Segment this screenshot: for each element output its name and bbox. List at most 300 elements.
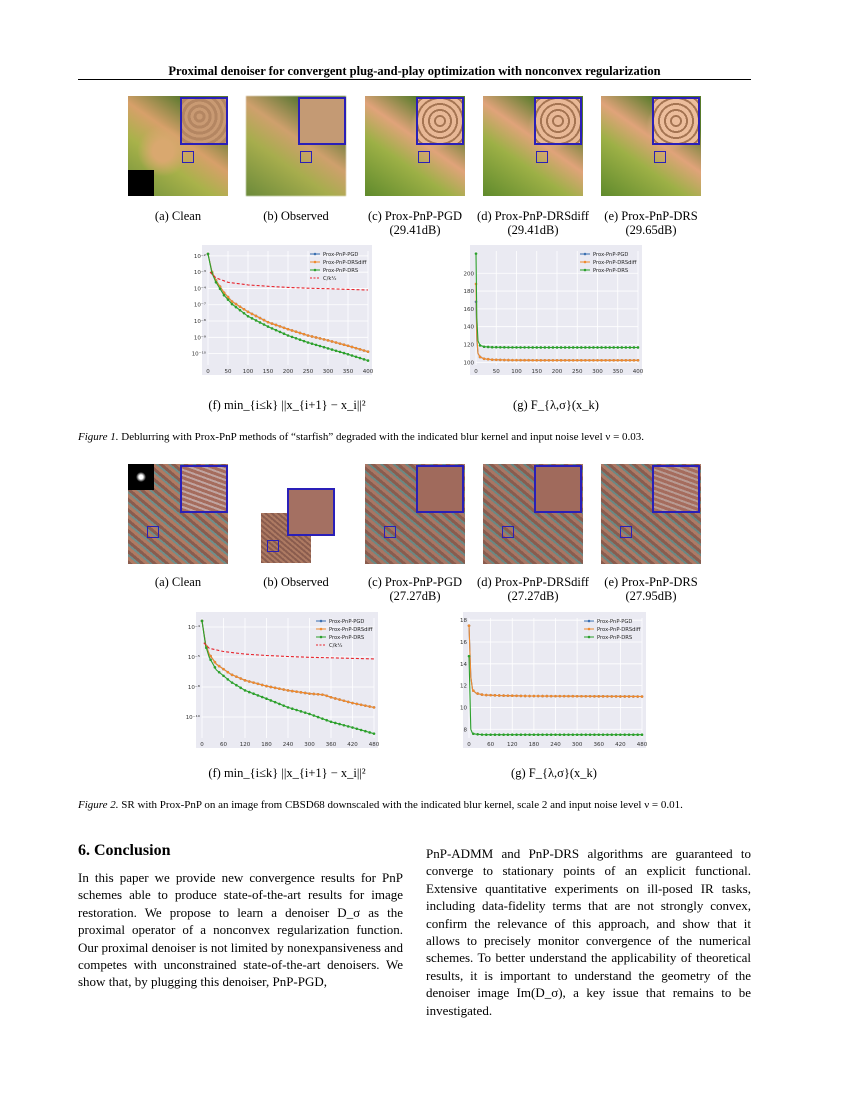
running-title: Proximal denoiser for convergent plug-and-play optimization with nonconvex regularization xyxy=(168,64,661,78)
series-marker xyxy=(531,346,534,349)
fig1-clean-roi xyxy=(182,151,194,163)
header-rule xyxy=(78,79,751,80)
fig2-plot-g xyxy=(460,612,648,748)
y-tick-label: 10 xyxy=(460,705,467,712)
series-marker xyxy=(255,319,258,322)
series-marker xyxy=(331,348,334,351)
fig1-subcaption-b: (b) Observed xyxy=(263,209,329,223)
x-tick-label: 100 xyxy=(511,369,522,375)
series-marker xyxy=(641,733,644,736)
series-marker xyxy=(544,346,547,349)
series-marker xyxy=(629,359,632,362)
series-marker xyxy=(511,359,514,362)
series-marker xyxy=(608,359,611,362)
series-marker xyxy=(485,733,488,736)
series-marker xyxy=(604,346,607,349)
series-marker xyxy=(287,334,290,337)
fig1-clean-zoom xyxy=(180,97,228,145)
legend-label: Prox-PnP-DRS xyxy=(323,268,359,274)
series-marker xyxy=(291,690,294,693)
x-tick-label: 0 xyxy=(467,742,471,748)
series-line-3 xyxy=(204,643,374,659)
series-marker xyxy=(239,677,242,680)
series-marker xyxy=(472,732,475,735)
series-marker xyxy=(628,733,631,736)
series-marker xyxy=(317,693,320,696)
series-marker xyxy=(367,359,370,362)
fig2-clean-zoom xyxy=(180,465,228,513)
series-marker xyxy=(287,689,290,692)
fig2-plot-f-caption: (f) min_{i≤k} ||x_{i+1} − x_i||² xyxy=(208,766,366,780)
series-marker xyxy=(554,733,557,736)
series-marker xyxy=(472,689,475,692)
series-marker xyxy=(235,306,238,309)
series-marker xyxy=(263,323,266,326)
series-marker xyxy=(476,733,479,736)
series-marker xyxy=(313,693,316,696)
y-tick-label: 10⁻⁵ xyxy=(187,655,200,661)
series-marker xyxy=(633,359,636,362)
legend-label: C/k¹⁄₂ xyxy=(329,643,343,649)
series-marker xyxy=(468,655,471,658)
series-marker xyxy=(367,350,370,353)
series-marker xyxy=(347,701,350,704)
series-marker xyxy=(527,346,530,349)
series-marker xyxy=(255,315,258,318)
legend-label: Prox-PnP-DRSdiff xyxy=(597,627,641,633)
series-marker xyxy=(291,707,294,710)
legend-marker xyxy=(584,269,587,272)
fig1-plot-g xyxy=(463,245,644,375)
fig1-subcaption-a: (a) Clean xyxy=(154,209,202,223)
x-tick-label: 300 xyxy=(571,742,583,748)
series-marker xyxy=(584,695,587,698)
y-tick-label: 14 xyxy=(460,661,467,668)
x-tick-label: 180 xyxy=(261,742,272,748)
x-tick-label: 50 xyxy=(492,369,500,375)
series-marker xyxy=(483,345,486,348)
series-marker xyxy=(351,702,354,705)
series-marker xyxy=(520,733,523,736)
series-marker xyxy=(636,695,639,698)
y-tick-label: 10⁻³ xyxy=(193,270,206,277)
series-marker xyxy=(270,699,273,702)
x-tick-label: 400 xyxy=(362,369,374,375)
series-marker xyxy=(339,342,342,345)
series-marker xyxy=(275,324,278,327)
fig2-drsdiff-zoom xyxy=(534,465,582,513)
y-tick-label: 120 xyxy=(463,342,474,349)
series-marker xyxy=(244,679,247,682)
y-tick-label: 18 xyxy=(460,618,467,625)
fig2-caption: Figure 2. SR with Prox-PnP on an image from CBSD68 downscaled with the indicated blur kernel, scale 2 and input noise level ν = 0.01. xyxy=(78,799,683,811)
series-marker xyxy=(231,674,234,677)
series-marker xyxy=(335,349,338,352)
series-marker xyxy=(560,359,563,362)
series-marker xyxy=(239,309,242,312)
x-tick-label: 240 xyxy=(282,742,294,748)
series-marker xyxy=(523,346,526,349)
series-marker xyxy=(520,695,523,698)
fig2-observed-roi xyxy=(267,540,279,552)
series-marker xyxy=(616,359,619,362)
series-marker xyxy=(201,620,204,623)
series-marker xyxy=(636,733,639,736)
series-marker xyxy=(596,346,599,349)
series-marker xyxy=(559,695,562,698)
fig2-plot-g-caption: (g) F_{λ,σ}(x_k) xyxy=(511,766,597,780)
series-marker xyxy=(368,705,371,708)
series-marker xyxy=(351,346,354,349)
legend-label: C/k¹⁄₂ xyxy=(323,276,337,282)
series-marker xyxy=(239,305,242,308)
legend-label: Prox-PnP-DRS xyxy=(597,635,633,641)
series-marker xyxy=(487,358,490,361)
series-marker xyxy=(580,695,583,698)
x-tick-label: 180 xyxy=(528,742,540,748)
series-marker xyxy=(606,695,609,698)
series-marker xyxy=(343,699,346,702)
legend-marker xyxy=(320,620,323,623)
series-marker xyxy=(619,695,622,698)
series-marker xyxy=(355,347,358,350)
legend-marker xyxy=(584,261,587,264)
legend-marker xyxy=(320,628,323,631)
series-marker xyxy=(308,713,311,716)
series-marker xyxy=(559,733,562,736)
series-marker xyxy=(330,720,333,723)
series-marker xyxy=(373,706,376,709)
x-tick-label: 300 xyxy=(592,369,603,375)
series-marker xyxy=(261,684,264,687)
series-marker xyxy=(359,348,362,351)
fig2-drs-roi xyxy=(620,526,632,538)
series-marker xyxy=(568,346,571,349)
series-marker xyxy=(515,733,518,736)
series-marker xyxy=(360,729,363,732)
series-marker xyxy=(308,692,311,695)
series-marker xyxy=(548,346,551,349)
series-marker xyxy=(535,359,538,362)
series-marker xyxy=(303,340,306,343)
series-marker xyxy=(307,341,310,344)
series-marker xyxy=(556,359,559,362)
series-marker xyxy=(608,346,611,349)
fig2-drs-zoom xyxy=(652,465,700,513)
y-tick-label: 100 xyxy=(463,360,474,367)
series-marker xyxy=(227,298,230,301)
series-marker xyxy=(283,326,286,329)
series-marker xyxy=(600,346,603,349)
series-marker xyxy=(576,346,579,349)
series-marker xyxy=(610,695,613,698)
series-marker xyxy=(560,346,563,349)
series-marker xyxy=(564,346,567,349)
fig2-pgd-roi xyxy=(384,526,396,538)
series-marker xyxy=(615,733,618,736)
series-marker xyxy=(359,357,362,360)
y-tick-label: 10⁻⁴ xyxy=(187,625,200,631)
series-marker xyxy=(554,695,557,698)
series-marker xyxy=(584,359,587,362)
series-marker xyxy=(334,722,337,725)
series-marker xyxy=(494,694,497,697)
series-marker xyxy=(247,315,250,318)
series-marker xyxy=(331,340,334,343)
series-marker xyxy=(279,325,282,328)
fig2-subcaption-b: (b) Observed xyxy=(263,575,329,589)
conclusion-col2: PnP-ADMM and PnP-DRS algorithms are guaranteed to converge to stationary points of an explicit functional. Extensive quantitative experiments on ill-posed IR tasks, including data-fidelity terms that are not strongly convex, confirm the relevance of this approach, and show that it allows to precisely monitor convergence of the numerical schemes. To better understand the applicability of theoretical results, it is important to understand the geometry of the denoiser image Im(D_σ), a key issue that remains to be investigated. xyxy=(426,846,751,1018)
series-marker xyxy=(567,733,570,736)
x-tick-label: 350 xyxy=(612,369,623,375)
x-tick-label: 150 xyxy=(531,369,542,375)
fig1-drsdiff-zoom xyxy=(534,97,582,145)
series-marker xyxy=(552,346,555,349)
x-tick-label: 240 xyxy=(550,742,561,748)
series-marker xyxy=(593,733,596,736)
series-marker xyxy=(481,733,484,736)
series-marker xyxy=(483,357,486,360)
series-marker xyxy=(491,358,494,361)
series-marker xyxy=(279,331,282,334)
series-marker xyxy=(248,691,251,694)
series-marker xyxy=(616,346,619,349)
y-tick-label: 10⁻⁴ xyxy=(193,286,206,293)
series-marker xyxy=(209,655,212,658)
series-marker xyxy=(576,359,579,362)
legend-label: Prox-PnP-DRSdiff xyxy=(329,627,373,633)
series-marker xyxy=(368,731,371,734)
series-marker xyxy=(479,344,482,347)
series-marker xyxy=(373,732,376,735)
series-marker xyxy=(637,359,640,362)
fig1-caption: Figure 1. Deblurring with Prox-PnP methods of “starfish” degraded with the indicated blur kernel and input noise level ν = 0.03. xyxy=(78,431,645,443)
series-marker xyxy=(602,733,605,736)
series-marker xyxy=(563,733,566,736)
series-marker xyxy=(540,346,543,349)
series-marker xyxy=(323,338,326,341)
series-marker xyxy=(270,686,273,689)
series-marker xyxy=(315,336,318,339)
fig1-observed-roi xyxy=(300,151,312,163)
series-marker xyxy=(257,682,260,685)
series-marker xyxy=(567,695,570,698)
series-marker xyxy=(499,359,502,362)
y-tick-label: 8 xyxy=(463,727,467,734)
series-marker xyxy=(215,281,218,284)
legend-marker xyxy=(588,620,591,623)
y-tick-label: 10⁻¹⁰ xyxy=(191,351,206,358)
legend-label: Prox-PnP-DRS xyxy=(329,635,365,641)
series-marker xyxy=(503,359,506,362)
series-marker xyxy=(265,685,268,688)
series-marker xyxy=(487,346,490,349)
fig1-pgd-zoom xyxy=(416,97,464,145)
y-tick-label: 10⁻⁷ xyxy=(193,302,206,309)
fig1-subcaption-e: (e) Prox-PnP-DRS (29.65dB) xyxy=(604,209,698,237)
x-tick-label: 360 xyxy=(593,742,604,748)
series-marker xyxy=(507,694,510,697)
series-marker xyxy=(244,689,247,692)
series-marker xyxy=(621,359,624,362)
series-marker xyxy=(319,345,322,348)
x-tick-label: 60 xyxy=(487,742,495,748)
series-marker xyxy=(495,346,498,349)
legend-label: Prox-PnP-PGD xyxy=(597,619,633,625)
series-marker xyxy=(511,346,514,349)
series-marker xyxy=(219,287,222,290)
fig2-subcaption-c: (c) Prox-PnP-PGD (27.27dB) xyxy=(367,575,463,603)
series-marker xyxy=(572,359,575,362)
series-marker xyxy=(327,347,330,350)
series-marker xyxy=(295,337,298,340)
legend-marker xyxy=(588,628,591,631)
fig1-drsdiff-roi xyxy=(536,151,548,163)
series-marker xyxy=(623,733,626,736)
series-marker xyxy=(338,723,341,726)
series-marker xyxy=(485,694,488,697)
legend-label: Prox-PnP-DRSdiff xyxy=(323,260,367,266)
series-marker xyxy=(596,359,599,362)
series-marker xyxy=(589,695,592,698)
series-marker xyxy=(282,704,285,707)
series-marker xyxy=(637,346,640,349)
series-marker xyxy=(502,733,505,736)
series-marker xyxy=(295,330,298,333)
series-marker xyxy=(311,335,314,338)
series-marker xyxy=(325,694,328,697)
series-marker xyxy=(300,710,303,713)
series-marker xyxy=(252,692,255,695)
series-marker xyxy=(533,733,536,736)
series-marker xyxy=(502,694,505,697)
series-marker xyxy=(629,346,632,349)
series-marker xyxy=(295,709,298,712)
series-marker xyxy=(271,327,274,330)
series-marker xyxy=(218,671,221,674)
series-marker xyxy=(524,733,527,736)
y-tick-label: 12 xyxy=(460,683,467,690)
series-marker xyxy=(335,341,338,344)
series-marker xyxy=(291,336,294,339)
series-marker xyxy=(576,695,579,698)
series-marker xyxy=(214,661,217,664)
series-marker xyxy=(363,358,366,361)
series-marker xyxy=(546,733,549,736)
series-marker xyxy=(548,359,551,362)
y-tick-label: 200 xyxy=(463,271,474,278)
series-marker xyxy=(527,359,530,362)
series-marker xyxy=(552,359,555,362)
series-marker xyxy=(515,359,518,362)
series-marker xyxy=(299,332,302,335)
series-marker xyxy=(511,694,514,697)
series-marker xyxy=(588,359,591,362)
conclusion-col1: In this paper we provide new convergence results for PnP schemes able to produce state-of-the-art results for image restoration. We propose to learn a denoiser D_σ as the proximal operator of a nonconvex regularization function. Our proximal denoiser is not limited by nonexpansiveness and competes with unconstrained state-of-the-art denoisers. We show that, by plugging this denoiser, PnP-PGD, xyxy=(78,870,403,990)
series-marker xyxy=(632,695,635,698)
x-tick-label: 120 xyxy=(507,742,518,748)
fig1-observed-zoom xyxy=(298,97,346,145)
series-marker xyxy=(265,697,268,700)
fig2-clean-roi xyxy=(147,526,159,538)
series-marker xyxy=(476,692,479,695)
series-marker xyxy=(356,703,359,706)
series-marker xyxy=(531,359,534,362)
series-marker xyxy=(568,359,571,362)
series-marker xyxy=(303,333,306,336)
series-marker xyxy=(247,311,250,314)
x-tick-label: 0 xyxy=(206,369,210,375)
series-marker xyxy=(625,359,628,362)
section-title: 6. Conclusion xyxy=(78,842,171,859)
series-marker xyxy=(356,727,359,730)
series-marker xyxy=(479,356,482,359)
series-marker xyxy=(519,346,522,349)
series-marker xyxy=(339,351,342,354)
series-marker xyxy=(507,346,510,349)
series-marker xyxy=(507,733,510,736)
legend-label: Prox-PnP-DRS xyxy=(593,268,629,274)
series-marker xyxy=(364,730,367,733)
series-marker xyxy=(347,353,350,356)
y-tick-label: 10⁻⁸ xyxy=(187,685,200,691)
legend-marker xyxy=(584,253,587,256)
x-tick-label: 150 xyxy=(262,369,274,375)
series-marker xyxy=(475,252,478,255)
series-marker xyxy=(584,346,587,349)
x-tick-label: 250 xyxy=(302,369,314,375)
series-marker xyxy=(576,733,579,736)
legend-label: Prox-PnP-PGD xyxy=(593,252,629,258)
series-marker xyxy=(278,703,281,706)
series-marker xyxy=(274,701,277,704)
legend-label: Prox-PnP-PGD xyxy=(323,252,359,258)
series-marker xyxy=(304,692,307,695)
series-marker xyxy=(468,624,471,627)
series-marker xyxy=(580,359,583,362)
series-marker xyxy=(602,695,605,698)
series-marker xyxy=(533,695,536,698)
series-marker xyxy=(351,726,354,729)
series-marker xyxy=(572,695,575,698)
series-marker xyxy=(535,346,538,349)
fig1-plot-f-caption: (f) min_{i≤k} ||x_{i+1} − x_i||² xyxy=(208,398,366,412)
x-tick-label: 360 xyxy=(325,742,337,748)
series-marker xyxy=(524,695,527,698)
blur-kernel-icon-2 xyxy=(128,464,154,490)
fig2-subcaption-d: (d) Prox-PnP-DRSdiff (27.27dB) xyxy=(477,575,589,603)
series-marker xyxy=(632,733,635,736)
series-marker xyxy=(235,684,238,687)
series-marker xyxy=(537,733,540,736)
series-marker xyxy=(494,733,497,736)
series-marker xyxy=(600,359,603,362)
series-marker xyxy=(343,724,346,727)
series-marker xyxy=(489,694,492,697)
legend-marker xyxy=(314,253,317,256)
series-marker xyxy=(223,294,226,297)
series-marker xyxy=(351,354,354,357)
series-marker xyxy=(227,671,230,674)
series-marker xyxy=(222,675,225,678)
series-marker xyxy=(278,687,281,690)
series-marker xyxy=(515,346,518,349)
series-marker xyxy=(227,678,230,681)
series-marker xyxy=(317,716,320,719)
series-marker xyxy=(321,717,324,720)
series-marker xyxy=(628,695,631,698)
series-marker xyxy=(267,321,270,324)
